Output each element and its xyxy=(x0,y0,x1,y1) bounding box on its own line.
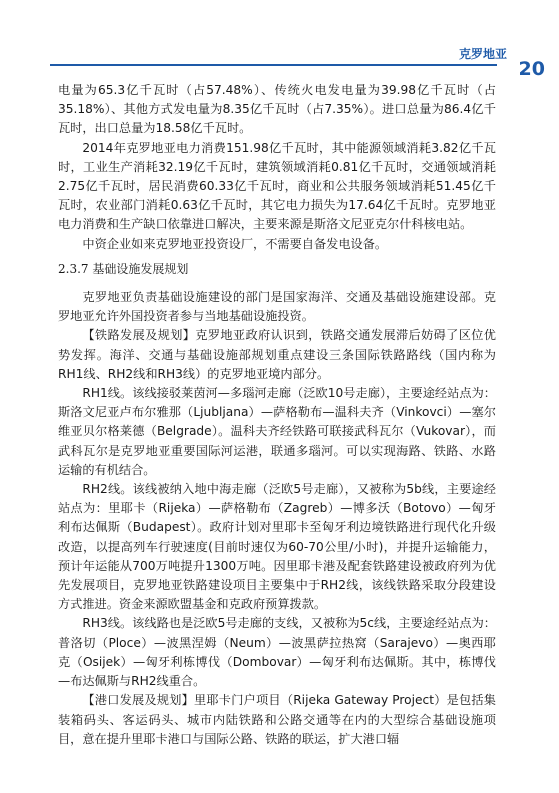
paragraph: RH2线。该线被纳入地中海走廊（泛欧5号走廊），又被称为5b线，主要途经站点为：里耶卡（Rijeka）—萨格勒布（Zagreb）—博多沃（Botovo）—匈牙利布达佩斯（Budapest）。政府计划对里耶卡至匈牙利边境铁路进行现代化升级改造，以提高列车行驶速度(目前时速仅为60-70公里/小时)，并提升运输能力，预计年运能从700万吨提升1300万吨。因里耶卡港及配套铁路建设被政府列为优先发展项目，克罗地亚铁路建设项目主要集中于RH2线，该线铁路采取分段建设方式推进。资金来源欧盟基金和克政府预算拨款。 xyxy=(58,482,496,612)
paragraph: 【港口发展及规划】里耶卡门户项目（Rijeka Gateway Project）是包括集装箱码头、客运码头、城市内陆铁路和公路交通等在内的大型综合基础设施项目，意在提升里耶卡港口与国际公路、铁路的联运，扩大港口辐 xyxy=(58,693,496,746)
paragraph: RH3线。该线路也是泛欧5号走廊的支线，又被称为5c线，主要途经站点为：普洛切（Ploce）—波黑涅姆（Neum）—波黑萨拉热窝（Sarajevo）—奥西耶克（Osijek）—匈牙利栋博伐（Dombovar）—匈牙利布达佩斯。其中，栋博伐—布达佩斯与RH2线重合。 xyxy=(58,616,496,689)
paragraph: 【铁路发展及规划】克罗地亚政府认识到，铁路交通发展滞后妨碍了区位优势发挥。海洋、交通与基础设施部规划重点建设三条国际铁路路线（国内称为RH1线、RH2线和RH3线）的克罗地亚境内部分。 xyxy=(58,328,496,381)
page-body xyxy=(58,81,496,749)
section-heading: 2.3.7 基础设施发展规划 xyxy=(58,261,189,276)
paragraph: 电量为65.3亿千瓦时（占57.48%）、传统火电发电量为39.98亿千瓦时（占35.18%）、其他方式发电量为8.35亿千瓦时（占7.35%）。进口总量为86.4亿千瓦时，出口总量为18.58亿千瓦时。 xyxy=(58,83,496,136)
header-rule xyxy=(50,64,497,66)
paragraph: 2014年克罗地亚电力消费151.98亿千瓦时，其中能源领域消耗3.82亿千瓦时，工业生产消耗32.19亿千瓦时，建筑领域消耗0.81亿千瓦时，交通领域消耗2.75亿千瓦时，居民消费60.33亿千瓦时，商业和公共服务领域消耗51.45亿千瓦时，农业部门消耗0.63亿千瓦时，其它电力损失为17.64亿千瓦时。克罗地亚电力消费和生产缺口依靠进口解决，主要来源是斯洛文尼亚克尔什科核电站。 xyxy=(58,140,496,232)
header-title: 克罗地亚 xyxy=(458,47,507,61)
page-number: 20 xyxy=(518,58,545,80)
paragraph: RH1线。该线接驳莱茵河—多瑙河走廊（泛欧10号走廊），主要途经站点为：斯洛文尼亚卢布尔雅那（Ljubljana）—萨格勒布—温科夫齐（Vinkovci）—塞尔维亚贝尔格莱德（Belgrade）。温科夫齐经铁路可联接武科瓦尔（Vukovar），而武科瓦尔是克罗地亚重要国际河运港，联通多瑙河。可以实现海路、铁路、水路运输的有机结合。 xyxy=(58,386,496,477)
paragraph: 中资企业如来克罗地亚投资设厂，不需要自备发电设备。 xyxy=(82,236,388,251)
paragraph: 克罗地亚负责基础设施建设的部门是国家海洋、交通及基础设施建设部。克罗地亚允许外国投资者参与当地基础设施投资。 xyxy=(58,290,496,324)
